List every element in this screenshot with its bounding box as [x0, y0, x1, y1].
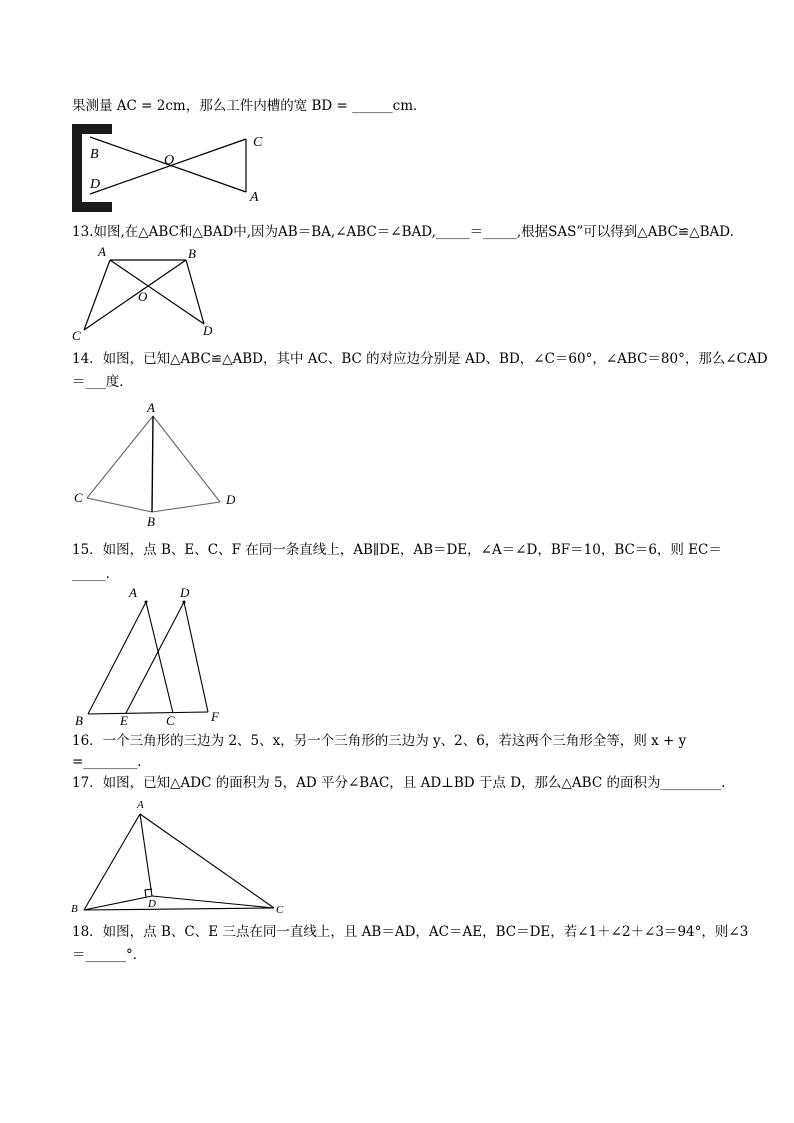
fig14-label-A: A [147, 400, 155, 415]
fig15-label-A: A [129, 585, 137, 600]
q12-tail-text: 果测量 AC = 2cm，那么工件内槽的宽 BD = ______cm． [72, 98, 427, 114]
fig13-label-O: O [138, 289, 148, 304]
q18-text-line1: 18．如图，点 B、C、E 三点在同一直线上，且 AB＝AD，AC＝AE，BC＝DE，若∠1＋∠2＋∠3＝94°，则∠3 [72, 924, 749, 940]
fig13-label-A: A [98, 244, 106, 259]
q18-text-line2: ＝______°． [72, 947, 147, 963]
fig12-label-C: C [253, 135, 263, 150]
q13-text: 13.如图,在△ABC和△BAD中,因为AB＝BA,∠ABC＝∠BAD,_____＝_____,根据SAS”可以得到△ABC≌△BAD. [72, 224, 734, 240]
fig12-label-B: B [90, 147, 99, 162]
fig17-label-B: B [71, 903, 78, 915]
figure-12-workpiece [70, 122, 270, 216]
fig12-label-A: A [250, 190, 259, 205]
fig12-label-O: O [164, 153, 175, 168]
q14-text-line2: ＝___度． [72, 374, 133, 390]
fig15-label-D: D [180, 585, 190, 600]
fig17-label-C: C [276, 904, 284, 916]
fig13-label-D: D [203, 323, 213, 338]
q15-text-line2: _____． [72, 566, 120, 582]
fig12-label-D: D [90, 177, 101, 192]
q16-text-line2: =________． [72, 754, 151, 770]
fig13-label-B: B [188, 246, 196, 261]
fig14-label-C: C [74, 490, 83, 505]
q16-text-line1: 16．一个三角形的三边为 2、5、x，另一个三角形的三边为 y、2、6，若这两个三角形全等，则 x + y [72, 733, 687, 749]
figure-13-triangles [66, 244, 226, 344]
fig15-label-C: C [166, 713, 175, 728]
q14-text-line1: 14．如图，已知△ABC≌△ABD，其中 AC、BC 的对应边分别是 AD、BD，∠C＝60°，∠ABC＝80°，那么∠CAD [72, 351, 768, 367]
fig15-label-F: F [211, 709, 219, 724]
fig14-label-B: B [147, 514, 155, 529]
fig17-label-A: A [137, 799, 144, 811]
figure-17-triangle [66, 796, 296, 920]
q15-text-line1: 15．如图，点 B、E、C、F 在同一条直线上，AB∥DE，AB＝DE，∠A＝∠D，BF＝10，BC＝6，则 EC＝ [72, 542, 722, 558]
fig17-label-D: D [148, 898, 156, 910]
q17-text: 17．如图，已知△ADC 的面积为 5，AD 平分∠BAC，且 AD⊥BD 于点 D，那么△ABC 的面积为_________. [72, 775, 726, 791]
figure-14-triangles [70, 398, 250, 530]
fig15-label-E: E [120, 713, 128, 728]
fig15-label-B: B [75, 713, 83, 728]
fig14-label-D: D [226, 492, 236, 507]
fig13-label-C: C [72, 328, 81, 343]
figure-15-triangles [70, 584, 240, 730]
